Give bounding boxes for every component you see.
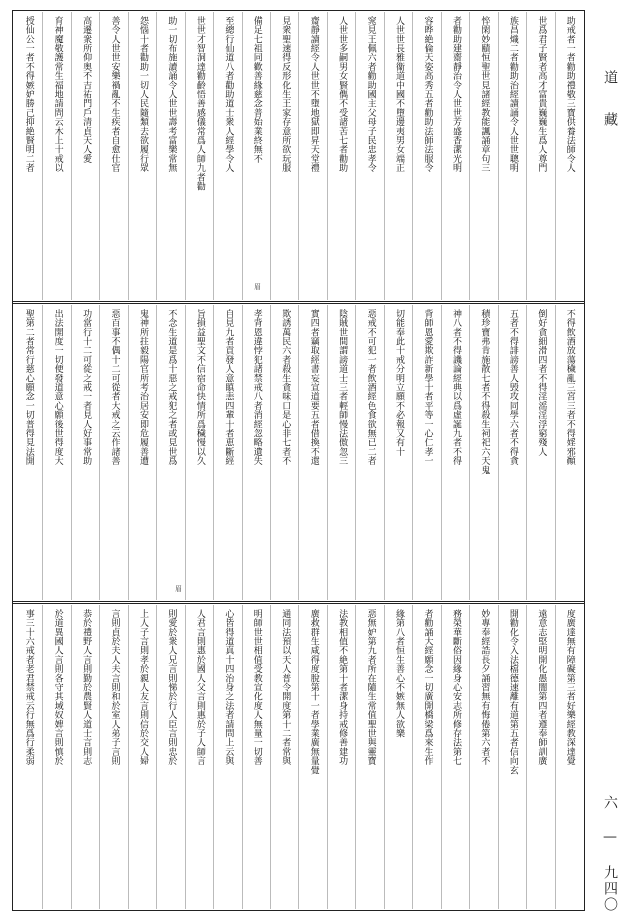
column-group [14, 605, 583, 909]
text-column [555, 305, 583, 600]
column-text: 緣第八者恒生善心不嫉無人欲樂 [394, 609, 405, 738]
column-text: 事三十六戒者老君禁戒云行無爲行柔弱 [23, 609, 34, 766]
text-column [298, 305, 326, 600]
text-column [71, 305, 99, 600]
page-number: 六 — 九四〇 [602, 795, 618, 913]
column-text: 五者不得誹謗善人毁攻同學六者不得貪 [507, 309, 518, 466]
column-text: 開勸化令入法檔德速離有道第五者信向玄 [507, 609, 518, 775]
text-band-bottom [14, 605, 583, 909]
column-text: 窕見王佩六者勸助國主父母子民忠孝令 [365, 16, 376, 173]
column-text: 授仙公一者不得嫉妒勝己抑絶賢明二者 [23, 16, 34, 173]
column-text: 齋靜讀經令人世世不墮地獄即昇天堂禮 [308, 16, 319, 173]
column-text: 實四者竊取經書妄宣道要五者借換不還 [308, 309, 319, 466]
column-text: 悴閑妙賾恒聖世見諸經教能諷誦章句三 [479, 16, 490, 173]
column-text: 見衆聖速得反形化生王家存意所欲玩服 [280, 16, 291, 173]
column-text: 助一切布施讀誦令人世世壽考富樂常無 [166, 16, 177, 173]
text-column [327, 12, 355, 300]
column-text: 背師恩愛欺詐新學十者平等一心仁孝一 [422, 309, 433, 466]
column-text: 倒好貪細滑四者不得淫滛淫浮窮殘人 [536, 309, 547, 457]
column-text: 恭於禮野人言則勤於農賢人道士言則志 [81, 609, 92, 766]
column-text: 務榮華斷俗因緣身心安志所修存法第七 [450, 609, 461, 766]
text-column [270, 305, 298, 600]
column-text: 神八者不得譏論經典以爲虛誕九者不得 [450, 309, 461, 466]
text-band-middle [14, 305, 583, 600]
text-column [441, 12, 469, 300]
text-column [298, 605, 326, 909]
text-column [355, 605, 383, 909]
column-text: 惡百事不偶十二可從者大戒之云作諸善 [109, 309, 120, 466]
text-column [384, 605, 412, 909]
text-column [384, 305, 412, 600]
text-column [213, 12, 241, 300]
text-column [185, 605, 213, 909]
column-text: 世爲君子賢者高才富貴巍巍生爲人尊門 [536, 16, 547, 173]
marginal-note: 眉 [254, 283, 261, 291]
text-column [128, 305, 156, 600]
column-text: 世世才智洞達勸齡悟善感儀常爲人師九者勸 [194, 16, 205, 191]
column-text: 積珍寶弗肯施散七者不得殺生祠祀六天鬼 [479, 309, 490, 475]
column-text: 容晔絶倫天姿高秀五者勸助法師法服令 [422, 16, 433, 173]
column-text: 自見九者貢發人意瞋恚四輩十者恵斷經 [223, 309, 234, 466]
text-column [412, 12, 440, 300]
text-column [469, 605, 497, 909]
text-column [526, 305, 554, 600]
column-text: 備足七祖同歡善緣慈念普始業終無不 [251, 16, 262, 164]
text-column [99, 605, 127, 909]
text-column [42, 12, 70, 300]
column-text: 妙專奉經誥長夕誦習無有悔倦第六者不 [479, 609, 490, 766]
text-column [441, 305, 469, 600]
text-column [242, 305, 270, 600]
column-text: 怨惱十者勸助一切人民隨類去欲履行眾 [137, 16, 148, 173]
text-column [526, 12, 554, 300]
text-column [555, 12, 583, 300]
book-title: 道 藏 [602, 70, 618, 132]
text-column [412, 605, 440, 909]
text-column [42, 605, 70, 909]
column-text: 遠意志堅明開化愚闇第四者遵奉師訓廣 [536, 609, 547, 766]
text-column [526, 605, 554, 909]
text-column [498, 305, 526, 600]
band-divider [12, 301, 585, 304]
text-column [441, 605, 469, 909]
text-column [14, 12, 42, 300]
column-text: 功當行十二可從之戒一者見人好事常助 [81, 309, 92, 466]
column-text: 明師世世相值受教宣化度人無量一切善 [251, 609, 262, 766]
text-column [242, 12, 270, 300]
column-text: 鬼神所拄毅陽官所考治居安即危履善遭 [137, 309, 148, 466]
column-text: 不得飲酒放蕩穢亂三宮三者不得婬邪顚 [564, 309, 575, 466]
text-column [156, 305, 184, 600]
text-column [242, 605, 270, 909]
column-text: 切能奉此十戒分明立願不必報又有十 [394, 309, 405, 457]
column-text: 廣救群生咸得度脫第十一者學業廣無量覺 [308, 609, 319, 775]
text-column [327, 605, 355, 909]
text-column [128, 12, 156, 300]
text-column [71, 12, 99, 300]
text-column [42, 305, 70, 600]
column-text: 法教相值不絶第十者潔身持戒修善建功 [337, 609, 348, 766]
text-column [213, 605, 241, 909]
column-text: 言則貞於夫人夫言則和於室人弟子言則 [109, 609, 120, 766]
column-text: 欺誘萬民六者殺生貪味口是心非七者不 [280, 309, 291, 466]
text-column [270, 605, 298, 909]
column-text: 人君言則惠於國人父言則惠於子人師言 [194, 609, 205, 766]
column-text: 陰賊世間謂謗道士三者輕師慢法傲忽三 [337, 309, 348, 466]
text-column [355, 305, 383, 600]
column-text: 惡無妒第九者所在隨生常值聖世與靈寶 [365, 609, 376, 766]
column-text: 者勸誦大經願念一切廣開橋梁爲來生作 [422, 609, 433, 766]
column-text: 旨損益聖文不信宿命快情所爲穢慢以久 [194, 309, 205, 466]
column-text: 孝背恩違悖犯諸禁戒八者消經忽略遺失 [251, 309, 262, 466]
column-text: 者勸助建齋靜治令人世世芳盛香潔光明 [450, 16, 461, 173]
text-column [213, 305, 241, 600]
column-text: 出法開度一切便發道意心願後世得度大 [52, 309, 63, 466]
text-column [469, 12, 497, 300]
column-text: 人世世長雅衞道中國不墮邊夷男女端正 [394, 16, 405, 173]
column-text: 通同法預以天人普令開度第十二者常與 [280, 609, 291, 766]
text-column [412, 305, 440, 600]
column-text: 至總行仙道八者勸助道士衆人經學令人 [223, 16, 234, 173]
column-group [14, 12, 583, 300]
column-text: 善令人世世安樂禍亂不生疾者自愈仕官 [109, 16, 120, 173]
column-text: 人世世多嗣男女賢儁不受諸苦七者勸助 [337, 16, 348, 173]
column-text: 則愛於衆人兄言則悌於行人臣言則忠於 [166, 609, 177, 766]
column-text: 育神魔敬護常生福地請問云木上十戒以 [52, 16, 63, 173]
text-column [156, 12, 184, 300]
text-column [327, 305, 355, 600]
text-column [298, 12, 326, 300]
text-column [355, 12, 383, 300]
column-text: 族昌熾二者勸助治經讀誦令人世世聰明 [507, 16, 518, 173]
text-column [128, 605, 156, 909]
band-divider [12, 601, 585, 604]
text-column [469, 305, 497, 600]
text-column [270, 12, 298, 300]
column-text: 聖第二者常行慈心願念一切普得見法開 [23, 309, 34, 466]
text-column [498, 12, 526, 300]
column-group [14, 305, 583, 600]
text-column [185, 12, 213, 300]
column-text: 不念生道是爲十惡之戒犯之者或見世爲 [166, 309, 177, 466]
column-text: 高遷衆所仰奥不吉祐門戶清貞天人愛 [81, 16, 92, 164]
text-band-top [14, 12, 583, 300]
column-text: 助戒者一者勸助禮敬三寶供養法師令人 [564, 16, 575, 173]
column-text: 惡戒不可犯一者飲酒經色食欲無已二者 [365, 309, 376, 466]
text-column [384, 12, 412, 300]
text-column [14, 305, 42, 600]
column-text: 度廣達無有障礙第三者好樂經教深達覺 [564, 609, 575, 766]
text-column [14, 605, 42, 909]
text-column [498, 605, 526, 909]
column-text: 於道異國人言則各守其域奴婢言則慎於 [52, 609, 63, 766]
text-column [71, 605, 99, 909]
column-text: 上人子言則孝於親人友言則信於交人婦 [137, 609, 148, 766]
text-column [99, 305, 127, 600]
column-text: 心皆得道真十四治身之法者請問上云與 [223, 609, 234, 766]
text-column [185, 305, 213, 600]
text-column [99, 12, 127, 300]
text-column [156, 605, 184, 909]
marginal-note: 眉 [175, 585, 182, 593]
text-column [555, 605, 583, 909]
